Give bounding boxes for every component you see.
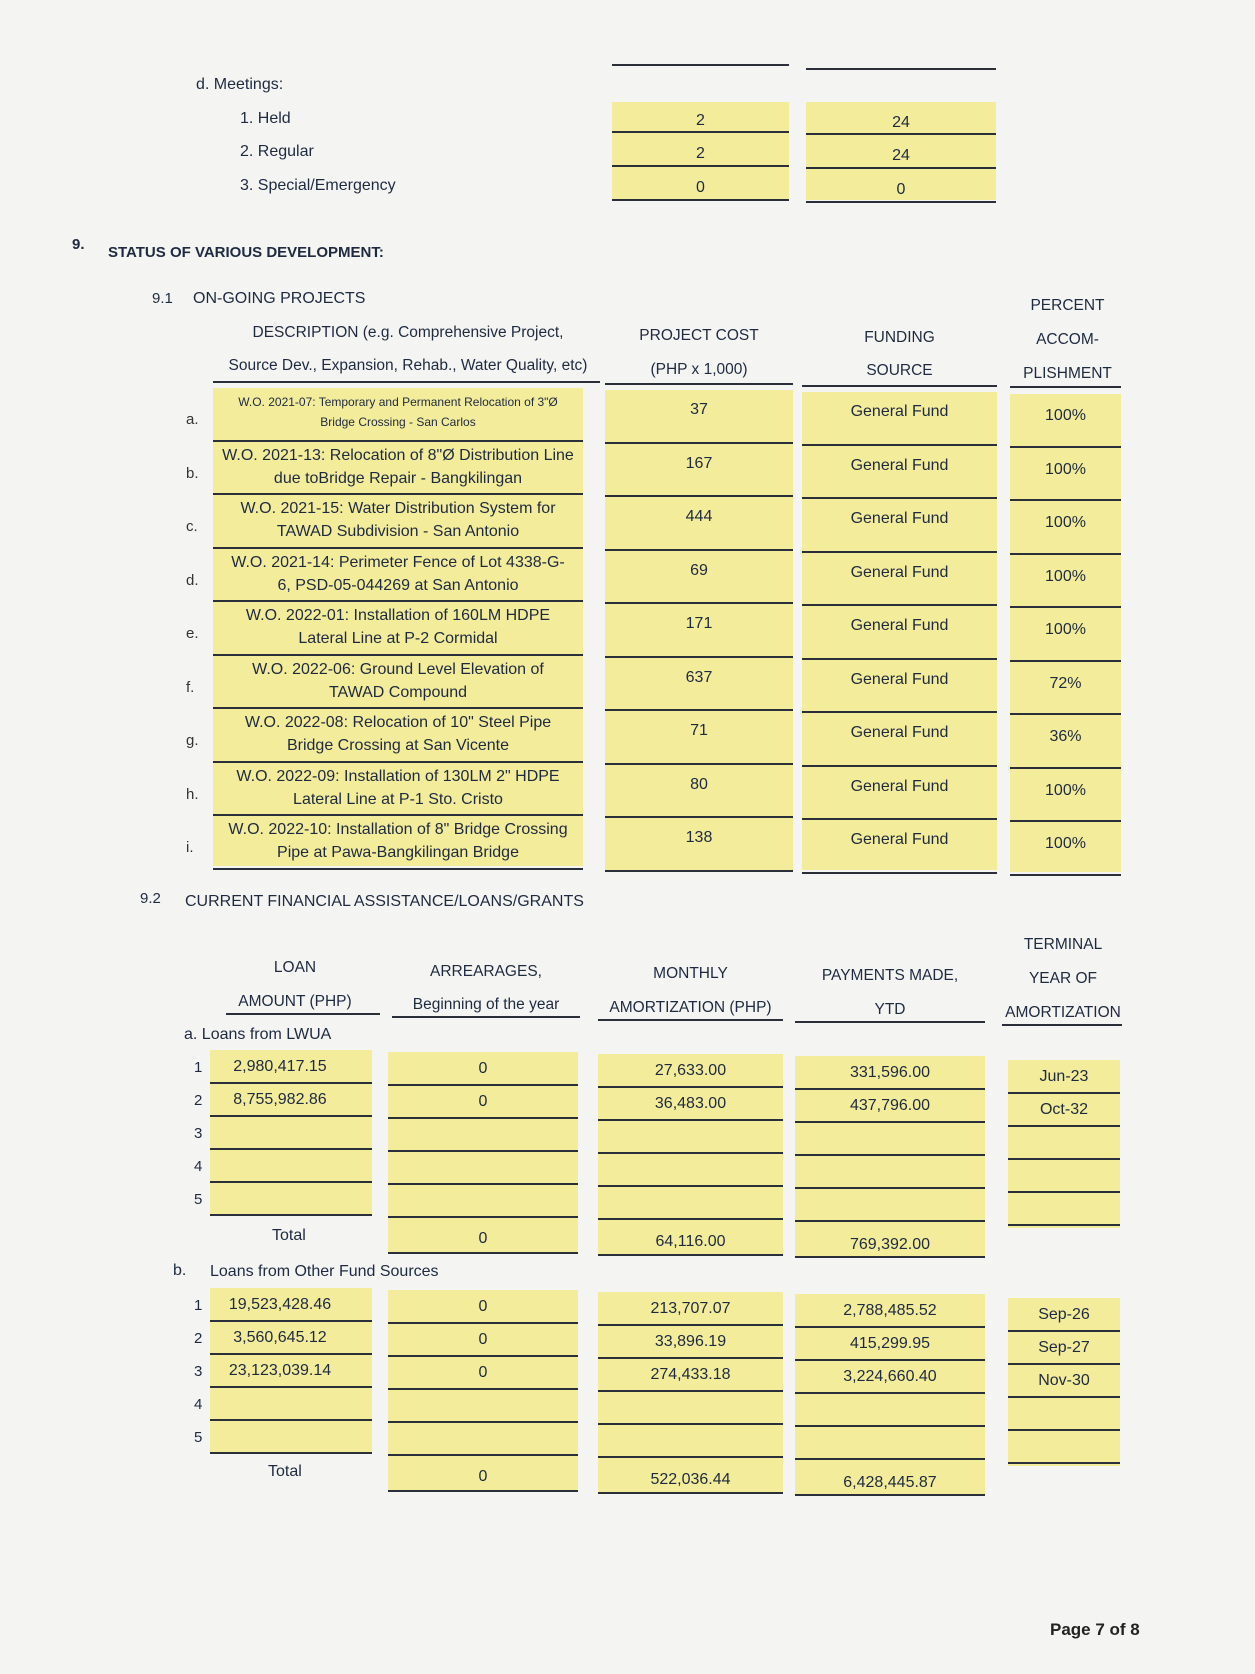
loan-monthly-amortization: 33,896.19: [654, 1333, 727, 1350]
col1-top-rule: [612, 64, 789, 66]
project-percent: 100%: [1045, 781, 1086, 799]
project-description-line-2: Pipe at Pawa-Bangkilingan Bridge: [277, 844, 519, 861]
loan-row-rule: [388, 1388, 578, 1390]
loan-row-rule: [795, 1326, 985, 1328]
loan-payments-ytd: 2,788,485.52: [843, 1302, 937, 1319]
lwua-total-arrears: 0: [478, 1230, 488, 1247]
project-cost: 80: [690, 775, 708, 793]
loan-row-rule: [795, 1220, 985, 1222]
project-cost: 171: [685, 615, 713, 632]
loan-row-rule: [795, 1088, 985, 1090]
rule: [806, 167, 996, 169]
desc-header-rule: [213, 381, 600, 383]
project-description-line-1: W.O. 2021-14: Perimeter Fence of Lot 4338-G-: [231, 553, 565, 571]
meetings-held-label: 1. Held: [240, 110, 291, 127]
loan-arrears: 0: [478, 1331, 488, 1348]
pct-header-3: PLISHMENT: [1023, 365, 1112, 382]
terminal-header-1: TERMINAL: [1023, 936, 1103, 953]
project-letter: a.: [186, 411, 199, 428]
loan-header-2: AMOUNT (PHP): [238, 993, 352, 1010]
project-description-line-2: due toBridge Repair - Bangkilingan: [273, 469, 523, 487]
lwua-loans-label: a. Loans from LWUA: [184, 1026, 332, 1043]
project-cost: 167: [685, 454, 713, 472]
project-description-line-1: W.O. 2022-06: Ground Level Elevation of: [252, 660, 544, 678]
loan-row-rule: [210, 1214, 372, 1216]
project-row-rule: [802, 658, 997, 660]
meetings-special-label: 3. Special/Emergency: [240, 177, 396, 194]
loan-row-rule: [1008, 1396, 1120, 1398]
lwua-total-monthly: 64,116.00: [655, 1233, 726, 1250]
project-cost: 71: [690, 722, 708, 739]
monthly-header-rule: [598, 1019, 783, 1021]
project-row-rule: [1010, 606, 1121, 608]
project-row-rule: [605, 442, 793, 444]
project-funding-source: General Fund: [850, 617, 949, 634]
section-9-title: STATUS OF VARIOUS DEVELOPMENT:: [108, 244, 384, 261]
payments-header-rule: [795, 1021, 985, 1023]
loan-terminal-year: Jun-23: [1039, 1068, 1089, 1085]
project-row-rule: [1010, 820, 1121, 822]
loan-row-number: 4: [194, 1396, 203, 1413]
meetings-held-col2: 24: [892, 114, 910, 131]
loan-row-rule: [210, 1353, 372, 1355]
loan-row-rule: [795, 1425, 985, 1427]
project-cost: 444: [685, 508, 713, 525]
project-row-rule: [605, 602, 793, 604]
section-9-number: 9.: [72, 236, 85, 253]
project-percent: 100%: [1045, 460, 1086, 478]
desc-header-1: DESCRIPTION (e.g. Comprehensive Project,: [252, 324, 564, 341]
loan-row-rule: [795, 1121, 985, 1123]
project-description-line-1: W.O. 2022-01: Installation of 160LM HDPE: [245, 607, 551, 624]
project-cost: 637: [685, 668, 713, 686]
loan-row-rule: [1008, 1125, 1120, 1127]
project-row-rule: [213, 493, 583, 495]
project-description-line-2: Bridge Crossing at San Vicente: [286, 737, 510, 754]
loan-amount: 2,980,417.15: [233, 1058, 327, 1075]
pct-header-2: ACCOM-: [1036, 331, 1099, 348]
loan-row-rule: [210, 1320, 372, 1322]
meetings-held-col1: 2: [696, 112, 705, 129]
loan-row-rule: [1008, 1092, 1120, 1094]
project-row-rule: [213, 600, 583, 602]
project-row-rule: [213, 707, 583, 709]
loan-payments-ytd: 331,596.00: [849, 1064, 931, 1081]
loan-row-rule: [210, 1115, 372, 1117]
project-description-line-2: Lateral Line at P-2 Cormidal: [298, 630, 498, 647]
project-description-line-2: 6, PSD-05-044269 at San Antonio: [277, 576, 519, 594]
loan-terminal-year: Oct-32: [1039, 1101, 1088, 1118]
pct-header-1: PERCENT: [1030, 297, 1105, 314]
project-letter: g.: [186, 732, 199, 749]
project-letter: c.: [186, 518, 198, 535]
project-funding-source: General Fund: [850, 403, 949, 420]
loan-row-rule: [1008, 1363, 1120, 1365]
project-funding-source: General Fund: [850, 670, 949, 688]
loan-row-rule: [388, 1421, 578, 1423]
loan-row-rule: [598, 1185, 783, 1187]
rule: [388, 1252, 578, 1254]
project-row-rule: [1010, 553, 1121, 555]
arrears-header-2: Beginning of the year: [412, 996, 560, 1013]
project-row-rule: [605, 656, 793, 658]
project-funding-source: General Fund: [850, 724, 949, 741]
loan-row-rule: [598, 1086, 783, 1088]
page-number: Page 7 of 8: [1050, 1620, 1140, 1639]
rule: [795, 1494, 985, 1496]
loan-payments-ytd: 415,299.95: [849, 1335, 931, 1352]
fund-header-rule: [802, 385, 997, 387]
rule: [612, 165, 789, 167]
loan-terminal-year: Sep-26: [1038, 1306, 1090, 1323]
project-row-rule: [605, 870, 793, 872]
terminal-header-rule: [1002, 1024, 1122, 1026]
project-percent: 36%: [1049, 728, 1082, 745]
project-percent: 72%: [1049, 674, 1082, 692]
payments-header-1: PAYMENTS MADE,: [821, 967, 959, 984]
loan-row-rule: [1008, 1158, 1120, 1160]
section-9-2-number: 9.2: [140, 890, 161, 907]
meetings-special-col2: 0: [896, 181, 906, 198]
cost-header-1: PROJECT COST: [639, 327, 759, 344]
project-row-rule: [802, 604, 997, 606]
loan-row-rule: [795, 1187, 985, 1189]
section-9-1-title: ON-GOING PROJECTS: [193, 290, 366, 307]
project-description-line-2: Bridge Crossing - San Carlos: [320, 415, 476, 429]
loan-row-rule: [598, 1390, 783, 1392]
project-funding-source: General Fund: [850, 510, 949, 527]
loan-row-rule: [210, 1386, 372, 1388]
loan-row-rule: [598, 1423, 783, 1425]
loan-row-number: 5: [194, 1191, 203, 1208]
project-row-rule: [605, 816, 793, 818]
project-row-rule: [605, 763, 793, 765]
loan-row-rule: [388, 1084, 578, 1086]
project-percent: 100%: [1045, 835, 1086, 852]
project-description-line-1: W.O. 2022-09: Installation of 130LM 2" HDPE: [236, 767, 560, 785]
rule: [612, 131, 789, 133]
project-row-rule: [213, 654, 583, 656]
loan-row-number: 3: [194, 1363, 203, 1380]
project-row-rule: [605, 709, 793, 711]
project-row-rule: [1010, 874, 1121, 876]
loan-row-number: 1: [194, 1297, 203, 1314]
loan-amount: 8,755,982.86: [233, 1091, 327, 1108]
other-total-arrears: 0: [478, 1468, 488, 1485]
monthly-header-1: MONTHLY: [653, 965, 728, 982]
loan-amount: 23,123,039.14: [228, 1362, 332, 1379]
loan-monthly-amortization: 274,433.18: [650, 1366, 731, 1383]
project-row-rule: [802, 444, 997, 446]
lwua-total-label: Total: [272, 1227, 306, 1244]
loan-row-rule: [210, 1082, 372, 1084]
loan-row-number: 2: [194, 1092, 203, 1109]
loan-row-rule: [388, 1183, 578, 1185]
cost-header-rule: [605, 383, 793, 385]
project-description-line-1: W.O. 2021-13: Relocation of 8"Ø Distribution Line: [222, 446, 574, 464]
project-row-rule: [1010, 660, 1121, 662]
other-total-label: Total: [268, 1463, 302, 1480]
other-total-monthly: 522,036.44: [650, 1471, 731, 1488]
rule: [388, 1490, 578, 1492]
project-description-line-1: W.O. 2021-07: Temporary and Permanent Relocation of 3"Ø: [238, 395, 558, 409]
loan-row-rule: [1008, 1330, 1120, 1332]
project-row-rule: [802, 497, 997, 499]
section-9-1-number: 9.1: [152, 290, 173, 307]
loan-row-rule: [388, 1454, 578, 1456]
loan-row-rule: [210, 1419, 372, 1421]
project-row-rule: [1010, 499, 1121, 501]
project-row-rule: [802, 711, 997, 713]
project-description-line-1: W.O. 2022-08: Relocation of 10" Steel Pipe: [244, 714, 552, 731]
project-row-rule: [1010, 767, 1121, 769]
project-cost: 138: [685, 829, 713, 846]
monthly-header-2: AMORTIZATION (PHP): [609, 999, 772, 1016]
loan-row-number: 1: [194, 1059, 203, 1076]
loan-row-number: 5: [194, 1429, 203, 1446]
meetings-regular-col1: 2: [696, 145, 705, 162]
rule: [598, 1254, 783, 1256]
project-letter: d.: [186, 571, 199, 589]
other-loans-label: Loans from Other Fund Sources: [210, 1263, 439, 1280]
rule: [598, 1492, 783, 1494]
project-funding-source: General Fund: [850, 777, 949, 795]
arrears-header-1: ARREARAGES,: [430, 963, 542, 980]
project-letter: e.: [186, 625, 199, 642]
project-letter: h.: [186, 785, 199, 803]
loan-header-1: LOAN: [273, 959, 317, 976]
project-description-line-2: TAWAD Compound: [328, 683, 468, 701]
payments-header-2: YTD: [874, 1001, 906, 1018]
project-description-line-1: W.O. 2022-10: Installation of 8" Bridge Crossing: [228, 821, 568, 838]
loan-amount: 19,523,428.46: [228, 1296, 332, 1313]
loan-arrears: 0: [478, 1093, 488, 1110]
project-description-line-2: Lateral Line at P-1 Sto. Cristo: [293, 790, 503, 808]
loan-arrears: 0: [478, 1364, 488, 1381]
other-loans-letter: b.: [173, 1262, 187, 1279]
project-row-rule: [802, 551, 997, 553]
loan-row-rule: [388, 1150, 578, 1152]
project-cost: 37: [690, 401, 708, 418]
terminal-header-3: AMORTIZATION: [1005, 1004, 1121, 1021]
loan-payments-ytd: 437,796.00: [849, 1097, 931, 1114]
desc-header-2: Source Dev., Expansion, Rehab., Water Quality, etc): [228, 357, 588, 374]
project-funding-source: General Fund: [850, 831, 949, 848]
loan-row-rule: [210, 1148, 372, 1150]
lwua-total-payments: 769,392.00: [849, 1236, 931, 1253]
project-row-rule: [213, 761, 583, 763]
project-row-rule: [802, 818, 997, 820]
loan-row-rule: [1008, 1429, 1120, 1431]
meetings-special-col1: 0: [696, 179, 705, 196]
loan-row-rule: [388, 1322, 578, 1324]
project-row-rule: [802, 872, 997, 874]
loan-row-rule: [598, 1324, 783, 1326]
loan-row-rule: [1008, 1224, 1120, 1226]
loan-row-rule: [388, 1216, 578, 1218]
project-percent: 100%: [1045, 514, 1086, 531]
loan-monthly-amortization: 27,633.00: [654, 1062, 727, 1079]
project-letter: f.: [186, 678, 195, 696]
loan-amount: 3,560,645.12: [233, 1329, 327, 1346]
project-letter: b.: [186, 464, 199, 482]
loan-row-rule: [795, 1154, 985, 1156]
loan-row-rule: [795, 1392, 985, 1394]
project-funding-source: General Fund: [850, 563, 949, 581]
project-percent: 100%: [1045, 567, 1086, 585]
meetings-regular-label: 2. Regular: [240, 143, 314, 160]
project-row-rule: [213, 547, 583, 549]
project-row-rule: [213, 440, 583, 442]
loan-row-rule: [598, 1456, 783, 1458]
meetings-regular-col2: 24: [892, 147, 910, 164]
project-row-rule: [1010, 713, 1121, 715]
project-percent: 100%: [1045, 407, 1086, 424]
rule: [795, 1256, 985, 1258]
loan-monthly-amortization: 36,483.00: [654, 1095, 727, 1112]
loan-row-rule: [210, 1181, 372, 1183]
loan-row-rule: [795, 1359, 985, 1361]
project-description-line-1: W.O. 2021-15: Water Distribution System for: [240, 500, 556, 517]
fund-header-2: SOURCE: [866, 362, 933, 379]
project-cost: 69: [690, 561, 708, 579]
project-row-rule: [605, 549, 793, 551]
loan-row-rule: [598, 1152, 783, 1154]
loan-row-rule: [598, 1119, 783, 1121]
other-total-payments: 6,428,445.87: [843, 1474, 937, 1491]
loan-terminal-year: Sep-27: [1038, 1339, 1090, 1356]
rule: [806, 201, 996, 203]
section-9-2-title: CURRENT FINANCIAL ASSISTANCE/LOANS/GRANTS: [185, 893, 584, 910]
loan-row-rule: [1008, 1191, 1120, 1193]
loan-header-rule: [226, 1013, 380, 1015]
project-row-rule: [1010, 446, 1121, 448]
meetings-label: d. Meetings:: [196, 76, 284, 93]
loan-row-rule: [210, 1452, 372, 1454]
terminal-header-2: YEAR OF: [1028, 970, 1098, 987]
fund-header-1: FUNDING: [864, 329, 935, 346]
project-funding-source: General Fund: [850, 456, 949, 474]
project-row-rule: [802, 765, 997, 767]
loan-payments-ytd: 3,224,660.40: [843, 1368, 937, 1385]
rule: [806, 133, 996, 135]
project-row-rule: [605, 495, 793, 497]
loan-row-rule: [598, 1357, 783, 1359]
project-row-rule: [213, 868, 583, 870]
pct-header-rule: [1010, 386, 1121, 388]
project-percent: 100%: [1045, 621, 1086, 638]
loan-row-rule: [598, 1218, 783, 1220]
loan-terminal-year: Nov-30: [1038, 1372, 1090, 1389]
loan-row-number: 2: [194, 1330, 203, 1347]
loan-arrears: 0: [478, 1060, 488, 1077]
col2-top-rule: [806, 68, 996, 70]
loan-row-number: 3: [194, 1125, 203, 1142]
loan-arrears: 0: [478, 1298, 488, 1315]
loan-monthly-amortization: 213,707.07: [650, 1300, 731, 1317]
cost-header-2: (PHP x 1,000): [650, 361, 748, 378]
rule: [612, 199, 789, 201]
loan-row-rule: [795, 1458, 985, 1460]
loan-row-rule: [1008, 1462, 1120, 1464]
arrears-header-rule: [392, 1016, 580, 1018]
loan-row-rule: [388, 1117, 578, 1119]
project-row-rule: [213, 814, 583, 816]
loan-row-rule: [388, 1355, 578, 1357]
project-description-line-2: TAWAD Subdivision - San Antonio: [276, 523, 520, 540]
project-letter: i.: [186, 839, 194, 856]
loan-row-number: 4: [194, 1158, 203, 1175]
